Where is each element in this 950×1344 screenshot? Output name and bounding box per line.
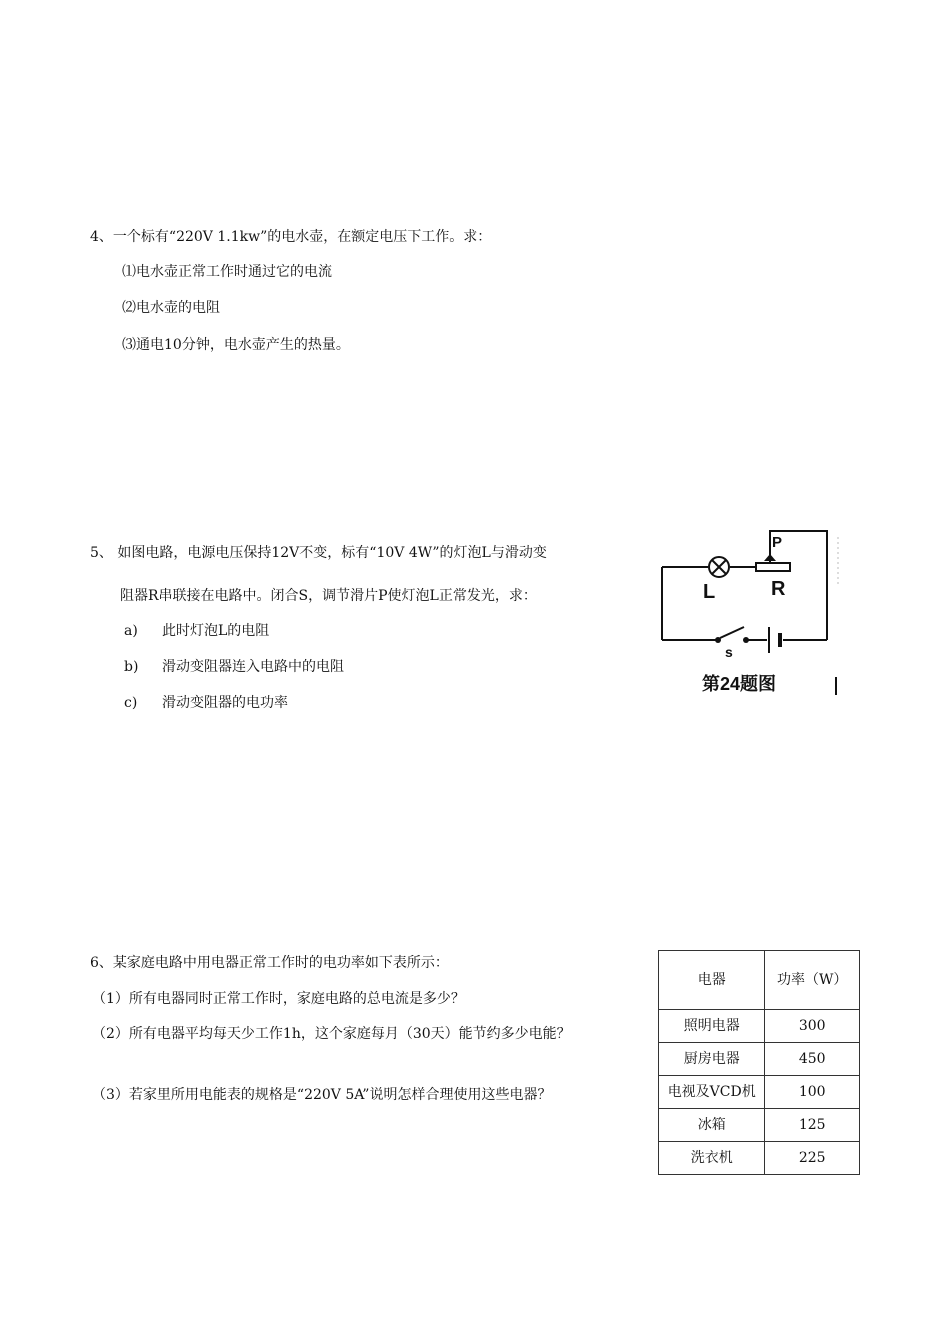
q5-item-a xyxy=(124,621,269,641)
label-lamp: L xyxy=(703,581,716,603)
label-slider: P xyxy=(772,534,783,551)
table-header-row xyxy=(659,951,860,1010)
q5-item-c xyxy=(124,693,288,713)
q6-part-2: （2）所有电器平均每天少工作1h，这个家庭每月（30天）能节约多少电能？ xyxy=(92,1026,571,1042)
appliance-name: 照明电器 xyxy=(659,1010,765,1043)
table-row xyxy=(659,1109,860,1142)
appliance-name: 洗衣机 xyxy=(659,1142,765,1175)
q5-item-a-text: 此时灯泡L的电阻 xyxy=(162,623,270,639)
appliance-power: 300 xyxy=(765,1010,860,1043)
switch-contact-left xyxy=(715,637,721,643)
table-row xyxy=(659,1010,860,1043)
table-row xyxy=(659,1076,860,1109)
lamp-icon xyxy=(709,557,729,577)
q4-part-2: ⑵电水壶的电阻 xyxy=(122,300,220,316)
slider-arrow-icon xyxy=(764,554,776,561)
q6-part-3: （3）若家里所用电能表的规格是“220V 5A”说明怎样合理使用这些电器？ xyxy=(92,1087,552,1103)
header-appliance: 电器 xyxy=(659,951,765,1010)
appliance-name: 冰箱 xyxy=(659,1109,765,1142)
header-power: 功率（W） xyxy=(765,951,860,1010)
q5-item-c-text: 滑动变阻器的电功率 xyxy=(162,695,288,711)
q4-stem: 4、一个标有“220V 1.1kw”的电水壶，在额定电压下工作。求： xyxy=(90,229,492,245)
appliance-power-table xyxy=(658,950,860,1175)
appliance-name: 电视及VCD机 xyxy=(659,1076,765,1109)
label-rheostat: R xyxy=(771,578,786,600)
q5-stem-line2: 阻器R串联接在电路中。闭合S，调节滑片P使灯泡L正常发光，求： xyxy=(120,588,537,604)
q4-part-1: ⑴电水壶正常工作时通过它的电流 xyxy=(122,264,332,280)
appliance-power: 450 xyxy=(765,1043,860,1076)
appliance-power: 125 xyxy=(765,1109,860,1142)
figure-caption: 第24题图 xyxy=(702,674,777,694)
switch-contact-right xyxy=(743,637,749,643)
q5-item-b xyxy=(124,657,344,677)
appliance-power: 100 xyxy=(765,1076,860,1109)
q4-part-3: ⑶通电10分钟，电水壶产生的热量。 xyxy=(122,337,350,353)
q5-item-a-marker: a) xyxy=(124,623,138,639)
q5-item-b-text: 滑动变阻器连入电路中的电阻 xyxy=(162,659,344,675)
table-row xyxy=(659,1142,860,1175)
appliance-name: 厨房电器 xyxy=(659,1043,765,1076)
q5-item-c-marker: c) xyxy=(124,695,138,711)
rheostat-icon xyxy=(756,563,790,571)
appliance-power: 225 xyxy=(765,1142,860,1175)
circuit-diagram xyxy=(656,527,846,702)
switch-blade xyxy=(720,627,744,638)
q5-stem-line1: 5、 如图电路，电源电压保持12V不变，标有“10V 4W”的灯泡L与滑动变 xyxy=(90,545,547,561)
q6-part-1: （1）所有电器同时正常工作时，家庭电路的总电流是多少？ xyxy=(92,991,465,1007)
table-row xyxy=(659,1043,860,1076)
q5-item-b-marker: b) xyxy=(124,659,139,675)
q6-stem: 6、某家庭电路中用电器正常工作时的电功率如下表所示： xyxy=(90,955,449,971)
battery-icon xyxy=(769,627,780,653)
label-switch: s xyxy=(725,644,733,660)
